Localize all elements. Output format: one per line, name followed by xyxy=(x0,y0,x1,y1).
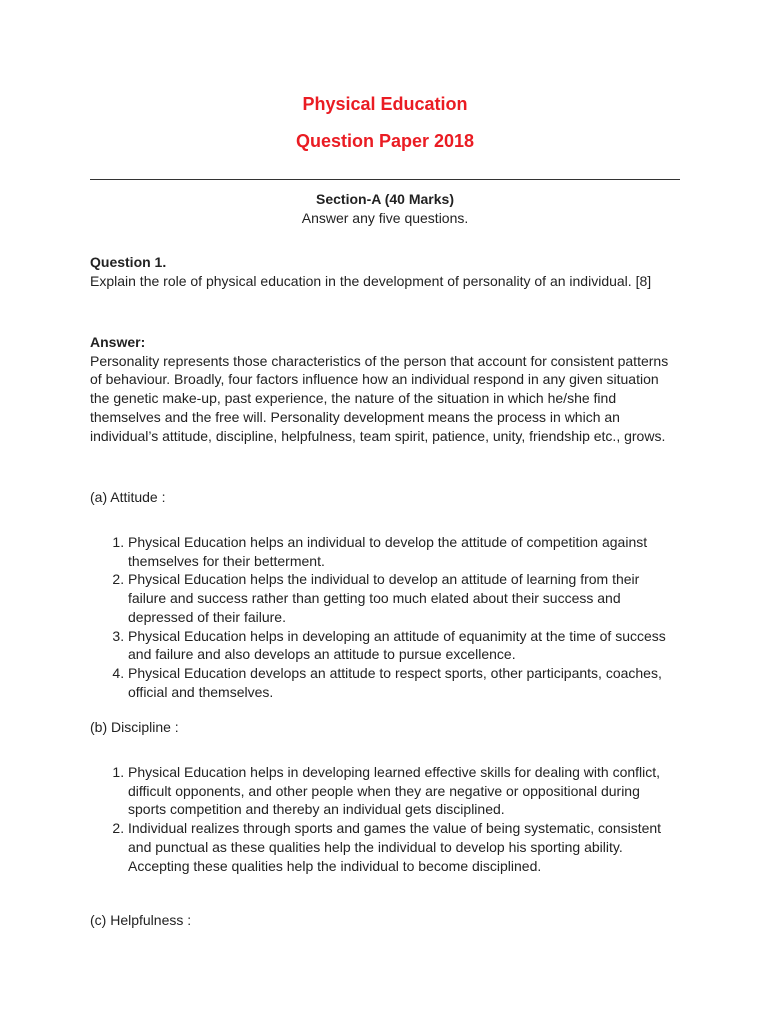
helpfulness-heading: (c) Helpfulness : xyxy=(90,912,192,928)
question-block xyxy=(90,253,680,290)
section-instruction: Answer any five questions. xyxy=(301,210,469,226)
list-item: 3. Physical Education helps in developing an attitude of equanimity at the time of success and failure and also develops an attitude to pursue excellence. xyxy=(128,627,680,664)
attitude-list-block xyxy=(90,533,680,701)
answer-intro: Personality represents those characteristics of the person that account for consistent patterns of behaviour. Broadly, four factors influence how an individual respond in any given situation the genetic make-up, past experience, the nature of the situation in which he/she find themselves and the free will. Personality development means the process in which an individual’s attitude, discipline, helpfulness, team spirit, patience, unity, friendship etc., grows. xyxy=(90,352,669,444)
question-label: Question 1. xyxy=(90,254,167,270)
list-item: 2. Physical Education helps the individual to develop an attitude of learning from their failure and success rather than getting too much elated about their success and depressed of their failure. xyxy=(128,570,680,626)
list-item: 1. Physical Education helps an individual to develop the attitude of competition against themselves for their betterment. xyxy=(128,533,680,570)
section-header xyxy=(90,190,680,228)
list-item: 4. Physical Education develops an attitude to respect sports, other participants, coaches, official and themselves. xyxy=(128,664,680,701)
answer-label: Answer: xyxy=(90,334,146,350)
answer-block xyxy=(90,333,680,445)
title-divider xyxy=(90,179,680,180)
question-text: Explain the role of physical education in the development of personality of an individual. [8] xyxy=(90,272,652,289)
list-item: 1. Physical Education helps in developing learned effective skills for dealing with conflict, difficult opponents, and other people when they are negative or oppositional during sports competition and thereby an individual gets disciplined. xyxy=(128,763,680,819)
discipline-heading: (b) Discipline : xyxy=(90,719,179,735)
document-title: Physical Education xyxy=(302,94,468,114)
section-title: Section-A (40 Marks) xyxy=(316,191,454,207)
discipline-list xyxy=(90,763,680,875)
list-item: 2. Individual realizes through sports and games the value of being systematic, consistent and punctual as these qualities help the individual to develop his sporting ability. Accepting these qualities help the individual to become disciplined. xyxy=(128,819,680,875)
document-subtitle: Question Paper 2018 xyxy=(295,131,475,151)
attitude-list xyxy=(90,533,680,701)
attitude-heading: (a) Attitude : xyxy=(90,489,166,505)
discipline-list-block xyxy=(90,763,680,875)
